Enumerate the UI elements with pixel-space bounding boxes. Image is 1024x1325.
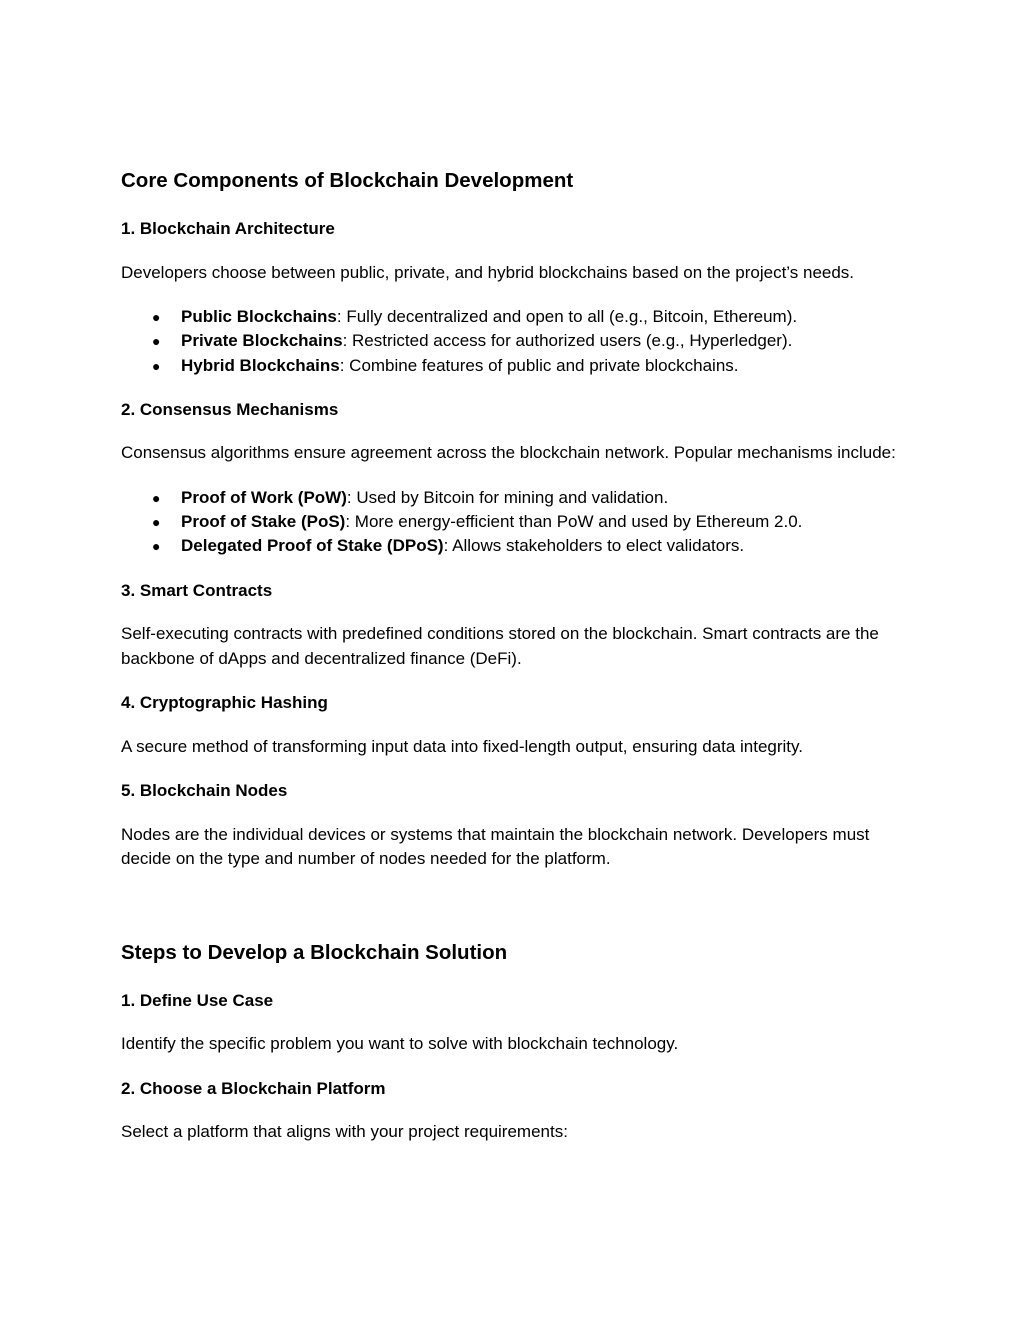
list-item-term: Proof of Stake (PoS) — [181, 512, 346, 532]
list-item — [121, 534, 901, 558]
paragraph: Nodes are the individual devices or systems that maintain the blockchain network. Developers must decide on the type and number of nodes needed for the platform. — [121, 824, 870, 869]
section-title: Steps to Develop a Blockchain Solution — [121, 940, 508, 964]
list-item-term: Hybrid Blockchains — [181, 355, 340, 375]
bullet-icon: ● — [152, 309, 161, 325]
section-title: Core Components of Blockchain Development — [121, 169, 574, 192]
bullet-list — [121, 486, 901, 559]
subsection-heading: 5. Blockchain Nodes — [121, 781, 288, 801]
list-item-term: Private Blockchains — [181, 331, 343, 351]
paragraph: Self-executing contracts with predefined conditions stored on the blockchain. Smart contracts are the backbone of dApps and decentralized finance (DeFi). — [121, 624, 879, 668]
list-item — [121, 305, 901, 329]
list-item — [121, 354, 901, 378]
paragraph: Consensus algorithms ensure agreement across the blockchain network. Popular mechanisms include: — [121, 443, 896, 463]
list-item-desc: : Combine features of public and private blockchains. — [339, 355, 739, 375]
list-item-desc: : Restricted access for authorized users (e.g., Hyperledger). — [342, 331, 793, 351]
subsection-heading: 4. Cryptographic Hashing — [121, 693, 328, 713]
list-item — [121, 329, 901, 353]
bullet-list — [121, 305, 901, 378]
document-content — [121, 163, 901, 1145]
list-item — [121, 510, 901, 534]
bullet-icon: ● — [152, 514, 161, 531]
bullet-icon: ● — [152, 333, 161, 350]
bullet-icon: ● — [152, 538, 161, 555]
bullet-icon: ● — [152, 489, 161, 506]
list-item-desc: : Used by Bitcoin for mining and validation. — [346, 487, 669, 507]
paragraph: Identify the specific problem you want to solve with blockchain technology. — [121, 1034, 679, 1054]
list-item-desc: : More energy-efficient than PoW and used by Ethereum 2.0. — [345, 512, 803, 532]
paragraph: Select a platform that aligns with your project requirements: — [121, 1122, 568, 1142]
list-item — [121, 486, 901, 510]
list-item-desc: : Allows stakeholders to elect validators. — [443, 536, 745, 556]
list-item-term: Public Blockchains — [181, 307, 337, 326]
subsection-heading: 2. Consensus Mechanisms — [121, 399, 339, 419]
bullet-icon: ● — [152, 357, 161, 374]
paragraph: A secure method of transforming input data into fixed-length output, ensuring data integrity. — [121, 736, 803, 756]
subsection-heading: 3. Smart Contracts — [121, 580, 273, 600]
subsection-heading: 2. Choose a Blockchain Platform — [121, 1078, 386, 1098]
list-item-term: Proof of Work (PoW) — [181, 487, 347, 507]
list-item-term: Delegated Proof of Stake (DPoS) — [181, 536, 444, 556]
subsection-heading: 1. Define Use Case — [121, 990, 274, 1010]
subsection-heading: 1. Blockchain Architecture — [121, 219, 335, 238]
paragraph: Developers choose between public, private, and hybrid blockchains based on the project’s needs. — [121, 262, 855, 282]
list-item-desc: : Fully decentralized and open to all (e.g., Bitcoin, Ethereum). — [336, 307, 798, 326]
